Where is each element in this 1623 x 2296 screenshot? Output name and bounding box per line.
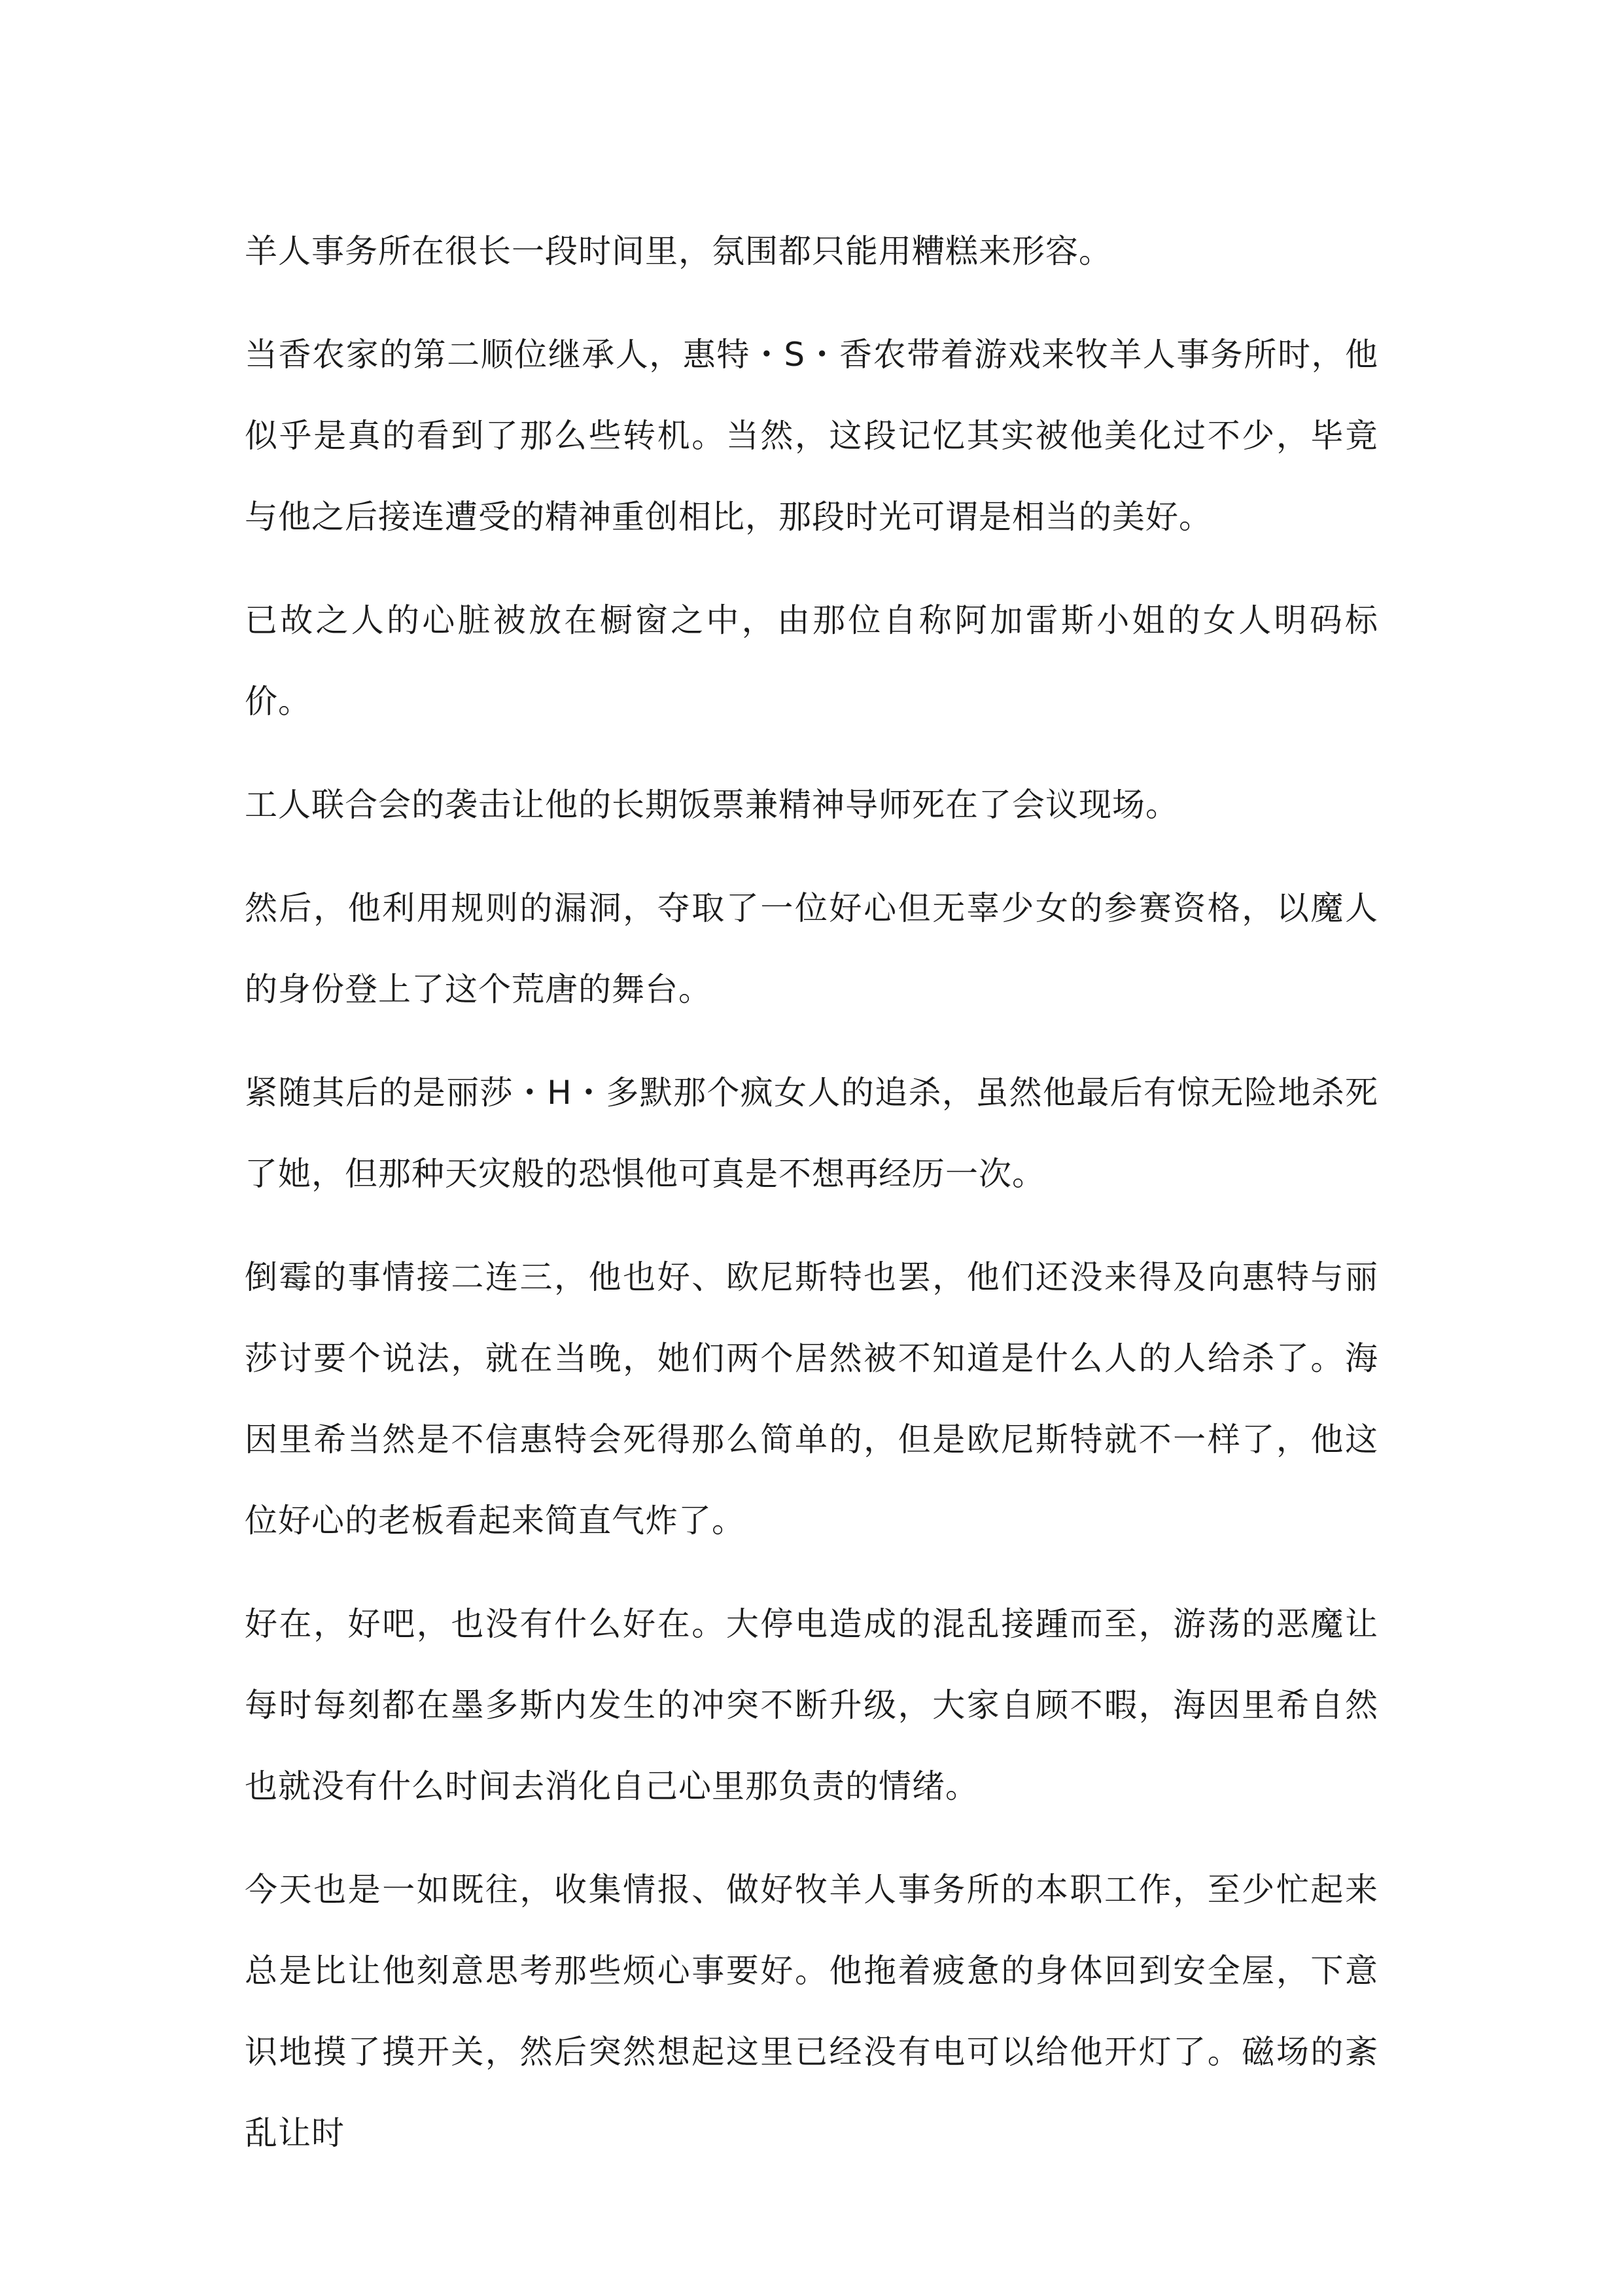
body-text (245, 211, 1378, 2196)
paragraph-6: 紧随其后的是丽莎・H・多默那个疯女人的追杀，虽然他最后有惊无险地杀死了她，但那种天灾般的恐惧他可真是不想再经历一次。 (245, 1074, 1378, 1193)
paragraph-2: 当香农家的第二顺位继承人，惠特・S・香农带着游戏来牧羊人事务所时，他似乎是真的看到了那么些转机。当然，这段记忆其实被他美化过不少，毕竟与他之后接连遭受的精神重创相比，那段时光可谓是相当的美好。 (245, 336, 1378, 536)
paragraph-9: 今天也是一如既往，收集情报、做好牧羊人事务所的本职工作，至少忙起来总是比让他刻意思考那些烦心事要好。他拖着疲惫的身体回到安全屋，下意识地摸了摸开关，然后突然想起这里已经没有电可以给他开灯了。磁场的紊乱让时 (245, 1871, 1378, 2152)
paragraph-8: 好在，好吧，也没有什么好在。大停电造成的混乱接踵而至，游荡的恶魔让每时每刻都在墨多斯内发生的冲突不断升级，大家自顾不暇，海因里希自然也就没有什么时间去消化自己心里那负责的情绪。 (245, 1605, 1378, 1805)
paragraph-5: 然后，他利用规则的漏洞，夺取了一位好心但无辜少女的参赛资格，以魔人的身份登上了这个荒唐的舞台。 (245, 889, 1378, 1008)
paragraph-4: 工人联合会的袭击让他的长期饭票兼精神导师死在了会议现场。 (245, 786, 1179, 824)
paragraph-7: 倒霉的事情接二连三，他也好、欧尼斯特也罢，他们还没来得及向惠特与丽莎讨要个说法，就在当晚，她们两个居然被不知道是什么人的人给杀了。海因里希当然是不信惠特会死得那么简单的，但是欧尼斯特就不一样了，他这位好心的老板看起来简直气炸了。 (245, 1258, 1378, 1540)
paragraph-1: 羊人事务所在很长一段时间里，氛围都只能用糟糕来形容。 (245, 232, 1112, 270)
paragraph-3: 已故之人的心脏被放在橱窗之中，由那位自称阿加雷斯小姐的女人明码标价。 (245, 601, 1378, 720)
